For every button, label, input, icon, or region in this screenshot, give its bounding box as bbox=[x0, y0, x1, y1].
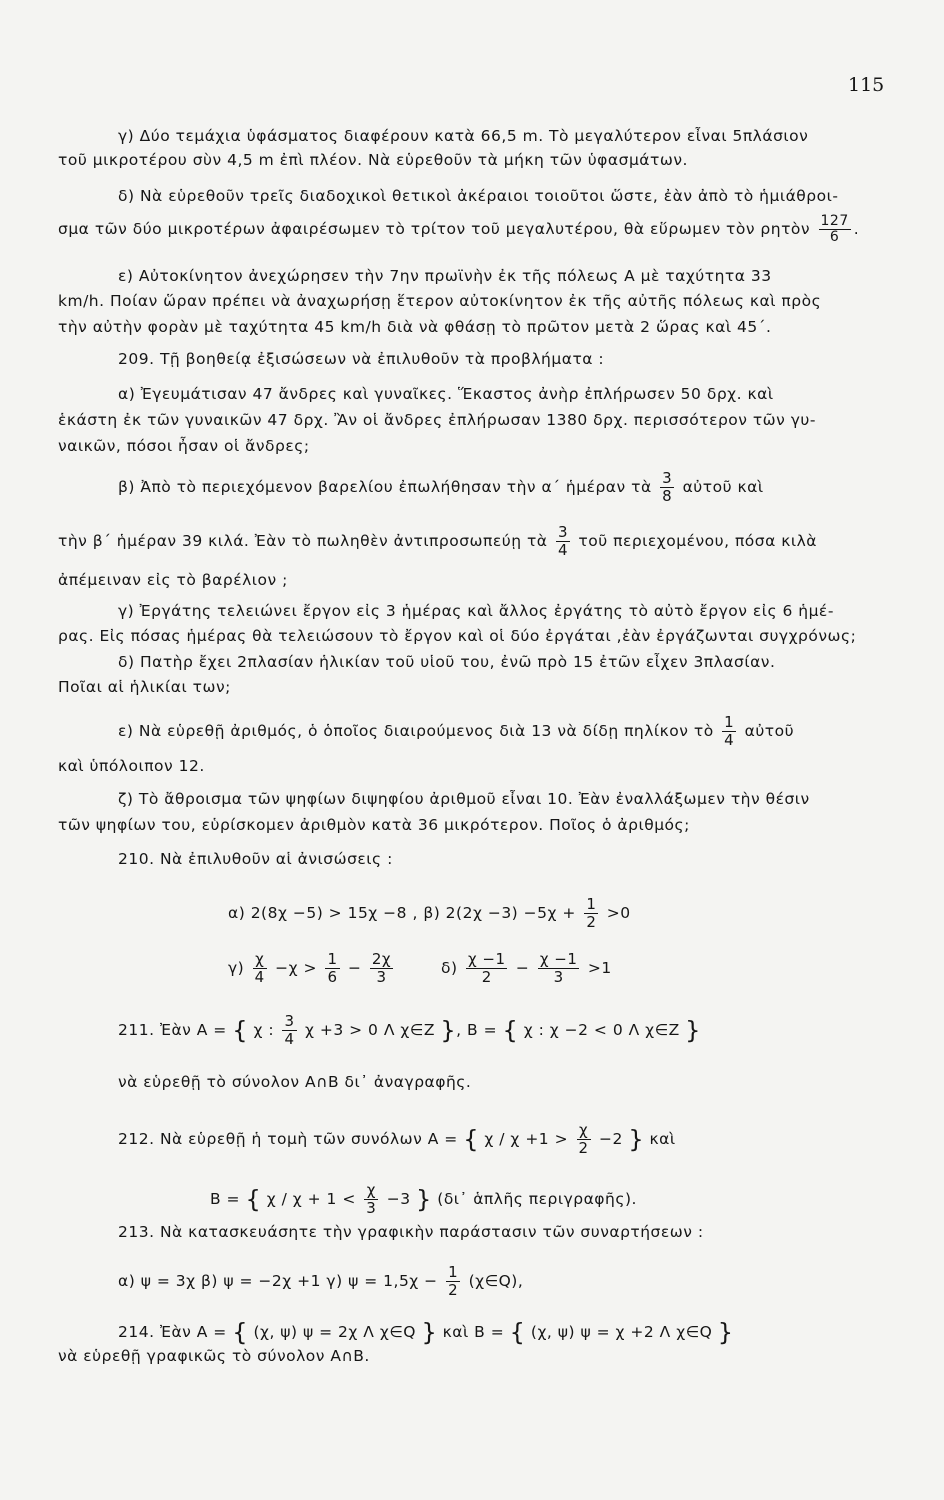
problem-209-beta-text-2-end: τοῦ περιεχομένου, πόσα κιλὰ bbox=[578, 532, 817, 550]
close-brace: } bbox=[717, 1318, 734, 1347]
problem-209-gamma-line-1: γ) Ἐργάτης τελειώνει ἔργον εἰς 3 ἡμέρας καὶ ἄλλος ἐργάτης τὸ αὐτὸ ἔργον εἰς 6 ἡμέ- bbox=[118, 602, 834, 620]
problem-209-alpha-line-2: ἑκάστη ἐκ τῶν γυναικῶν 47 δρχ. Ἂν οἱ ἄνδρες ἐπλήρωσαν 1380 δρχ. περισσότερον τῶν γυ- bbox=[58, 411, 816, 429]
fraction-numerator: 3 bbox=[662, 469, 673, 487]
description-note: (δι᾿ ἁπλῆς περιγραφῆς). bbox=[437, 1190, 637, 1208]
problem-214-line-2: νὰ εὑρεθῇ γραφικῶς τὸ σύνολον Α∩Β. bbox=[58, 1347, 370, 1365]
fraction-numerator: χ bbox=[253, 951, 267, 969]
open-brace: { bbox=[245, 1185, 262, 1214]
problem-209-delta-line-1: δ) Πατὴρ ἔχει 2πλασίαν ἡλικίαν τοῦ υἱοῦ του, ἐνῶ πρὸ 15 ἐτῶν εἶχεν 3πλασίαν. bbox=[118, 653, 776, 671]
fraction-denominator: 3 bbox=[366, 1199, 377, 1217]
fraction-numerator: 1 bbox=[724, 713, 735, 731]
open-brace: { bbox=[232, 1016, 248, 1045]
problem-209-beta-text-2: τὴν β΄ ἡμέραν 39 κιλά. Ἐὰν τὸ πωληθὲν ἀντιπροσωπεύῃ τὰ bbox=[58, 532, 548, 550]
close-brace: } bbox=[685, 1016, 701, 1045]
fraction-x-3 bbox=[364, 1182, 378, 1217]
minus-sign: − bbox=[347, 959, 362, 977]
problem-209-epsilon-line-2: καὶ ὑπόλοιπον 12. bbox=[58, 757, 205, 775]
problem-208-delta-line-1: δ) Νὰ εὑρεθοῦν τρεῖς διαδοχικοὶ θετικοὶ ἀκέραιοι τοιοῦτοι ὥστε, ἐὰν ἀπὸ τὸ ἡμιάθροι- bbox=[118, 187, 839, 205]
functions-domain: (χ∈Q), bbox=[468, 1272, 524, 1290]
problem-211-line-1 bbox=[118, 1013, 701, 1048]
problem-209-beta-line-2 bbox=[58, 524, 817, 559]
problem-209-gamma-line-2: ρας. Εἰς πόσας ἡμέρας θὰ τελειώσουν τὸ ἔργον καὶ οἱ δύο ἐργάται ,ἐὰν ἐργάζωνται συγχρόνως; bbox=[58, 627, 857, 645]
fraction-3-4 bbox=[282, 1013, 296, 1048]
fraction-denominator: 3 bbox=[553, 968, 564, 986]
fraction-denominator: 2 bbox=[578, 1139, 589, 1157]
problem-214-text: 214. Ἐὰν Α = bbox=[118, 1323, 227, 1341]
problem-213-functions bbox=[118, 1264, 523, 1299]
fraction-numerator: χ −1 bbox=[467, 950, 506, 968]
problem-209-alpha-line-3: ναικῶν, πόσοι ἦσαν οἱ ἄνδρες; bbox=[58, 437, 310, 455]
problem-209-beta-line-3: ἀπέμειναν εἰς τὸ βαρέλιον ; bbox=[58, 571, 288, 589]
fraction-numerator: 1 bbox=[586, 895, 597, 913]
sentence-end: . bbox=[853, 220, 860, 238]
close-brace: } bbox=[416, 1185, 432, 1214]
fraction-x-2 bbox=[577, 1122, 591, 1157]
open-brace: { bbox=[232, 1318, 248, 1347]
problem-212-text: 212. Νὰ εὑρεθῇ ἡ τομὴ τῶν συνόλων Α = bbox=[118, 1130, 458, 1148]
fraction-denominator: 4 bbox=[284, 1030, 295, 1048]
fraction-numerator: 3 bbox=[557, 523, 568, 541]
conjunction: καὶ bbox=[649, 1130, 676, 1148]
fraction-x-minus-1-over-2 bbox=[466, 951, 508, 986]
problem-211-line-2: νὰ εὑρεθῇ τὸ σύνολον Α∩Β δι᾿ ἀναγραφῆς. bbox=[118, 1073, 472, 1091]
problem-210-inequalities-gamma-delta bbox=[228, 951, 612, 986]
minus-sign: − bbox=[515, 959, 530, 977]
problem-209-beta-text: β) Ἀπὸ τὸ περιεχόμενον βαρελίου ἐπωλήθησαν τὴν α΄ ἡμέραν τὰ bbox=[118, 478, 652, 496]
problem-214-line-1 bbox=[118, 1318, 734, 1347]
set-a-condition: (χ, ψ) ψ = 2χ Λ χ∈Q bbox=[253, 1323, 416, 1341]
problem-213-heading: 213. Νὰ κατασκευάσητε τὴν γραφικὴν παράστασιν τῶν συναρτήσεων : bbox=[118, 1223, 704, 1241]
fraction-denominator: 8 bbox=[662, 487, 673, 505]
label-gamma: γ) bbox=[228, 959, 245, 977]
problem-208-delta-text: σμα τῶν δύο μικροτέρων ἀφαιρέσωμεν τὸ τρίτον τοῦ μεγαλυτέρου, θὰ εὕρωμεν τὸν ρητὸν bbox=[58, 220, 811, 238]
fraction-denominator: 2 bbox=[586, 913, 597, 931]
fraction-2x-3 bbox=[370, 951, 393, 986]
fraction-3-4 bbox=[556, 524, 570, 559]
problem-209-beta-text-end: αὐτοῦ καὶ bbox=[682, 478, 764, 496]
problem-208-epsilon-line-3: τὴν αὐτὴν φορὰν μὲ ταχύτητα 45 km/h διὰ νὰ φθάσῃ τὸ πρῶτον μετὰ 2 ὥρας καὶ 45΄. bbox=[58, 318, 772, 336]
problem-212-line-1 bbox=[118, 1122, 676, 1157]
fraction-denominator: 2 bbox=[481, 968, 492, 986]
fraction-1-2 bbox=[584, 896, 598, 931]
inequality-text-end: >0 bbox=[606, 904, 631, 922]
fraction-numerator: χ bbox=[577, 1122, 591, 1140]
problem-209-delta-line-2: Ποῖαι αἱ ἡλικίαι των; bbox=[58, 678, 231, 696]
problem-209-alpha-line-1: α) Ἐγευμάτισαν 47 ἄνδρες καὶ γυναῖκες. Ἕκαστος ἀνὴρ ἐπλήρωσεν 50 δρχ. καὶ bbox=[118, 385, 774, 403]
set-builder-text: χ / χ +1 > bbox=[484, 1130, 569, 1148]
inequality-text-end: >1 bbox=[587, 959, 612, 977]
problem-209-zeta-line-2: τῶν ψηφίων του, εὑρίσκομεν ἀριθμὸν κατὰ 36 μικρότερον. Ποῖος ὁ ἀριθμός; bbox=[58, 816, 690, 834]
fraction-numerator: χ −1 bbox=[539, 950, 578, 968]
problem-209-heading: 209. Τῇ βοηθείᾳ ἐξισώσεων νὰ ἐπιλυθοῦν τὰ προβλήματα : bbox=[118, 350, 605, 368]
fraction-denominator: 4 bbox=[724, 731, 735, 749]
set-builder-text: χ / χ + 1 < bbox=[266, 1190, 356, 1208]
problem-209-epsilon-line-1 bbox=[118, 714, 794, 749]
fraction-x-4 bbox=[253, 951, 267, 986]
fraction-numerator: 1 bbox=[448, 1263, 459, 1281]
problem-211-text: 211. Ἐὰν Α = bbox=[118, 1021, 227, 1039]
fraction-denominator: 6 bbox=[327, 968, 338, 986]
set-b-text: καὶ Β = bbox=[442, 1323, 505, 1341]
fraction-denominator: 4 bbox=[557, 541, 568, 559]
fraction-denominator: 6 bbox=[829, 229, 840, 245]
set-builder-condition-b: χ : χ −2 < 0 Λ χ∈Ζ bbox=[523, 1021, 680, 1039]
set-builder-condition: χ +3 > 0 Λ χ∈Ζ bbox=[304, 1021, 435, 1039]
open-brace: { bbox=[509, 1318, 526, 1347]
problem-212-line-2 bbox=[210, 1182, 637, 1217]
set-b-condition: (χ, ψ) ψ = χ +2 Λ χ∈Q bbox=[530, 1323, 713, 1341]
problem-209-beta-line-1 bbox=[118, 470, 764, 505]
label-delta: δ) bbox=[440, 959, 458, 977]
problem-209-zeta-line-1: ζ) Τὸ ἄθροισμα τῶν ψηφίων διψηφίου ἀριθμοῦ εἶναι 10. Ἐὰν ἐναλλάξωμεν τὴν θέσιν bbox=[118, 790, 810, 808]
fraction-1-6 bbox=[325, 951, 339, 986]
problem-209-epsilon-text: ε) Νὰ εὑρεθῇ ἀριθμός, ὁ ὁποῖος διαιρούμενος διὰ 13 νὰ δίδῃ πηλίκον τὸ bbox=[118, 722, 714, 740]
set-b-text: , Β = bbox=[456, 1021, 498, 1039]
fraction-numerator: 2χ bbox=[371, 950, 392, 968]
open-brace: { bbox=[502, 1016, 519, 1045]
problem-208-gamma-line-2: τοῦ μικροτέρου σὺν 4,5 m ἐπὶ πλέον. Νὰ εὑρεθοῦν τὰ μήκη τῶν ὑφασμάτων. bbox=[58, 151, 688, 169]
close-brace: } bbox=[421, 1318, 438, 1347]
fraction-numerator: 1 bbox=[327, 950, 338, 968]
fraction-3-8 bbox=[660, 470, 674, 505]
set-b-label: Β = bbox=[210, 1190, 241, 1208]
fraction-numerator: 127 bbox=[820, 213, 849, 229]
problem-208-gamma-line-1: γ) Δύο τεμάχια ὑφάσματος διαφέρουν κατὰ 66,5 m. Τὸ μεγαλύτερον εἶναι 5πλάσιον bbox=[118, 127, 809, 145]
problem-208-epsilon-line-1: ε) Αὐτοκίνητον ἀνεχώρησεν τὴν 7ην πρωϊνὴν ἐκ τῆς πόλεως Α μὲ ταχύτητα 33 bbox=[118, 267, 772, 285]
problem-208-delta-line-2 bbox=[58, 214, 859, 245]
problem-210-inequalities-alpha-beta bbox=[228, 896, 631, 931]
fraction-denominator: 2 bbox=[448, 1281, 459, 1299]
fraction-numerator: χ bbox=[364, 1182, 378, 1200]
fraction-1-2 bbox=[446, 1264, 460, 1299]
fraction-127-6 bbox=[819, 214, 851, 245]
inequality-text: −χ > bbox=[275, 959, 318, 977]
set-builder-text-end: −3 bbox=[386, 1190, 411, 1208]
open-brace: { bbox=[463, 1125, 479, 1154]
set-builder-text: χ : bbox=[253, 1021, 275, 1039]
fraction-denominator: 3 bbox=[376, 968, 387, 986]
problem-208-epsilon-line-2: km/h. Ποίαν ὥραν πρέπει νὰ ἀναχωρήσῃ ἕτερον αὐτοκίνητον ἐκ τῆς αὐτῆς πόλεως καὶ πρὸς bbox=[58, 292, 822, 310]
close-brace: } bbox=[440, 1016, 457, 1045]
fraction-denominator: 4 bbox=[254, 968, 265, 986]
functions-text: α) ψ = 3χ β) ψ = −2χ +1 γ) ψ = 1,5χ − bbox=[118, 1272, 438, 1290]
inequality-text: α) 2(8χ −5) > 15χ −8 , β) 2(2χ −3) −5χ + bbox=[228, 904, 576, 922]
problem-210-heading: 210. Νὰ ἐπιλυθοῦν αἱ ἀνισώσεις : bbox=[118, 850, 393, 868]
fraction-numerator: 3 bbox=[284, 1012, 295, 1030]
fraction-x-minus-1-over-3 bbox=[538, 951, 580, 986]
fraction-1-4 bbox=[722, 714, 736, 749]
set-builder-text-end: −2 bbox=[599, 1130, 623, 1148]
close-brace: } bbox=[628, 1125, 645, 1154]
page-number: 115 bbox=[848, 74, 885, 96]
problem-209-epsilon-text-end: αὐτοῦ bbox=[744, 722, 795, 740]
